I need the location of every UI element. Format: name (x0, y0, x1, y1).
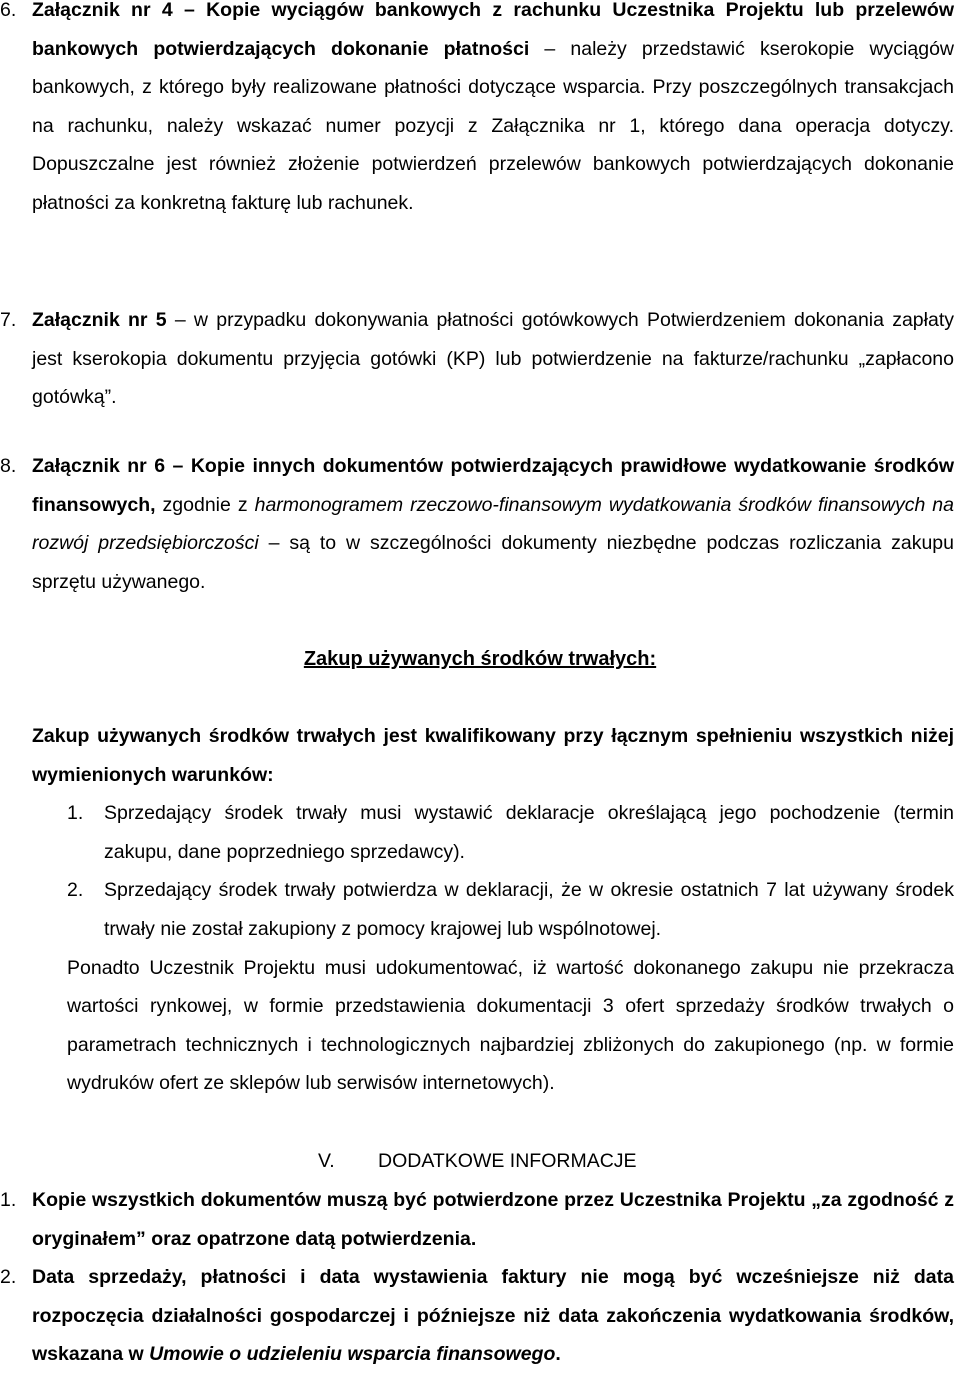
used-assets-note: Ponadto Uczestnik Projektu musi udokumentować, iż wartość dokonanego zakupu nie przekracza wartości rynkowej, w formie przedstawienia dokumentacji 3 ofert sprzedaży środków trwałych o parametrach technicznych i technologicznych najbardziej zbliżonych do zakupionego (np. w formie wydruków ofert ze sklepów lub serwisów internetowych). (67, 956, 954, 1095)
used-assets-intro-text: Zakup używanych środków trwałych jest kwalifikowany przy łącznym spełnieniu wszystkich niżej wymienionych warunków: (32, 725, 954, 786)
used-assets-intro (0, 717, 960, 794)
section-v-item-end: . (555, 1343, 561, 1366)
item-italic-text: harmonogramem rzeczowo-finansowym wydatkowania środków finansowych na rozwój przedsiębiorczości (32, 493, 954, 555)
item-number: 8. (0, 455, 17, 477)
item-text-end: – są to w szczególności dokumenty niezbędne podczas rozliczania zakupu sprzętu używanego. (32, 532, 954, 593)
used-assets-section (0, 717, 960, 1103)
item-number: 7. (0, 309, 17, 331)
condition-number: 2. (67, 879, 84, 902)
used-assets-heading-text: Zakup używanych środków trwałych: (303, 648, 657, 670)
condition-text: Sprzedający środek trwały potwierdza w deklaracji, że w okresie ostatnich 7 lat używany środek trwały nie został zakupiony z pomocy krajowej lub wspólnotowej. (104, 879, 954, 940)
item-6 (0, 0, 960, 223)
item-bold-text: Załącznik nr 5 (32, 309, 167, 331)
item-number: 1. (0, 1189, 17, 1211)
conditions-list (0, 794, 960, 948)
condition-text: Sprzedający środek trwały musi wystawić deklaracje określającą jego pochodzenie (termin zakupu, dane poprzedniego sprzedawcy). (104, 802, 954, 863)
item-text: zgodnie z (155, 493, 255, 516)
used-assets-heading (0, 648, 960, 671)
condition-number: 1. (67, 802, 84, 825)
section-v-item-2 (0, 1258, 960, 1374)
section-v-roman: V. (318, 1150, 335, 1172)
item-number: 6. (0, 0, 17, 21)
condition-item (0, 871, 960, 948)
item-number: 2. (0, 1266, 17, 1289)
section-v-title (0, 1150, 960, 1180)
item-7 (0, 301, 960, 417)
section-v-item-italic: Umowie o udzieleniu wsparcia finansowego (149, 1343, 556, 1366)
section-v-title-text: DODATKOWE INFORMACJE (378, 1150, 637, 1172)
item-text: – należy przedstawić kserokopie wyciągów bankowych, z którego były realizowane płatności dotyczące wsparcia. Przy poszczególnych transakcjach na rachunku, należy wskazać numer pozycji z Załącznika nr 1, którego dana operacja dotyczy. Dopuszczalne jest również złożenie potwierdzeń przelewów bankowych potwierdzających dokonanie płatności za konkretną fakturę lub rachunek. (32, 37, 954, 214)
section-v-item-1 (0, 1181, 960, 1258)
section-v-item-text: Kopie wszystkich dokumentów muszą być potwierdzone przez Uczestnika Projektu „za zgodność z oryginałem” oraz opatrzone datą potwierdzenia. (32, 1189, 954, 1250)
item-text: – w przypadku dokonywania płatności gotówkowych Potwierdzeniem dokonania zapłaty jest kserokopia dokumentu przyjęcia gotówki (KP) lub potwierdzenie na fakturze/rachunku „zapłacono gotówką”. (32, 309, 954, 409)
item-bold-text: Załącznik nr 6 – Kopie innych dokumentów potwierdzających prawidłowe wydatkowanie środków finansowych, (32, 455, 954, 516)
section-v-list (0, 1181, 960, 1374)
item-8 (0, 447, 960, 601)
section-v-item-text: Data sprzedaży, płatności i data wystawienia faktury nie mogą być wcześniejsze niż data rozpoczęcia działalności gospodarczej i późniejsze niż data zakończenia wydatkowania środków, wskazana w (32, 1266, 954, 1366)
condition-item (0, 794, 960, 871)
item-bold-text: Załącznik nr 4 – Kopie wyciągów bankowych z rachunku Uczestnika Projektu lub przelewów bankowych potwierdzających dokonanie płatności (32, 0, 954, 60)
